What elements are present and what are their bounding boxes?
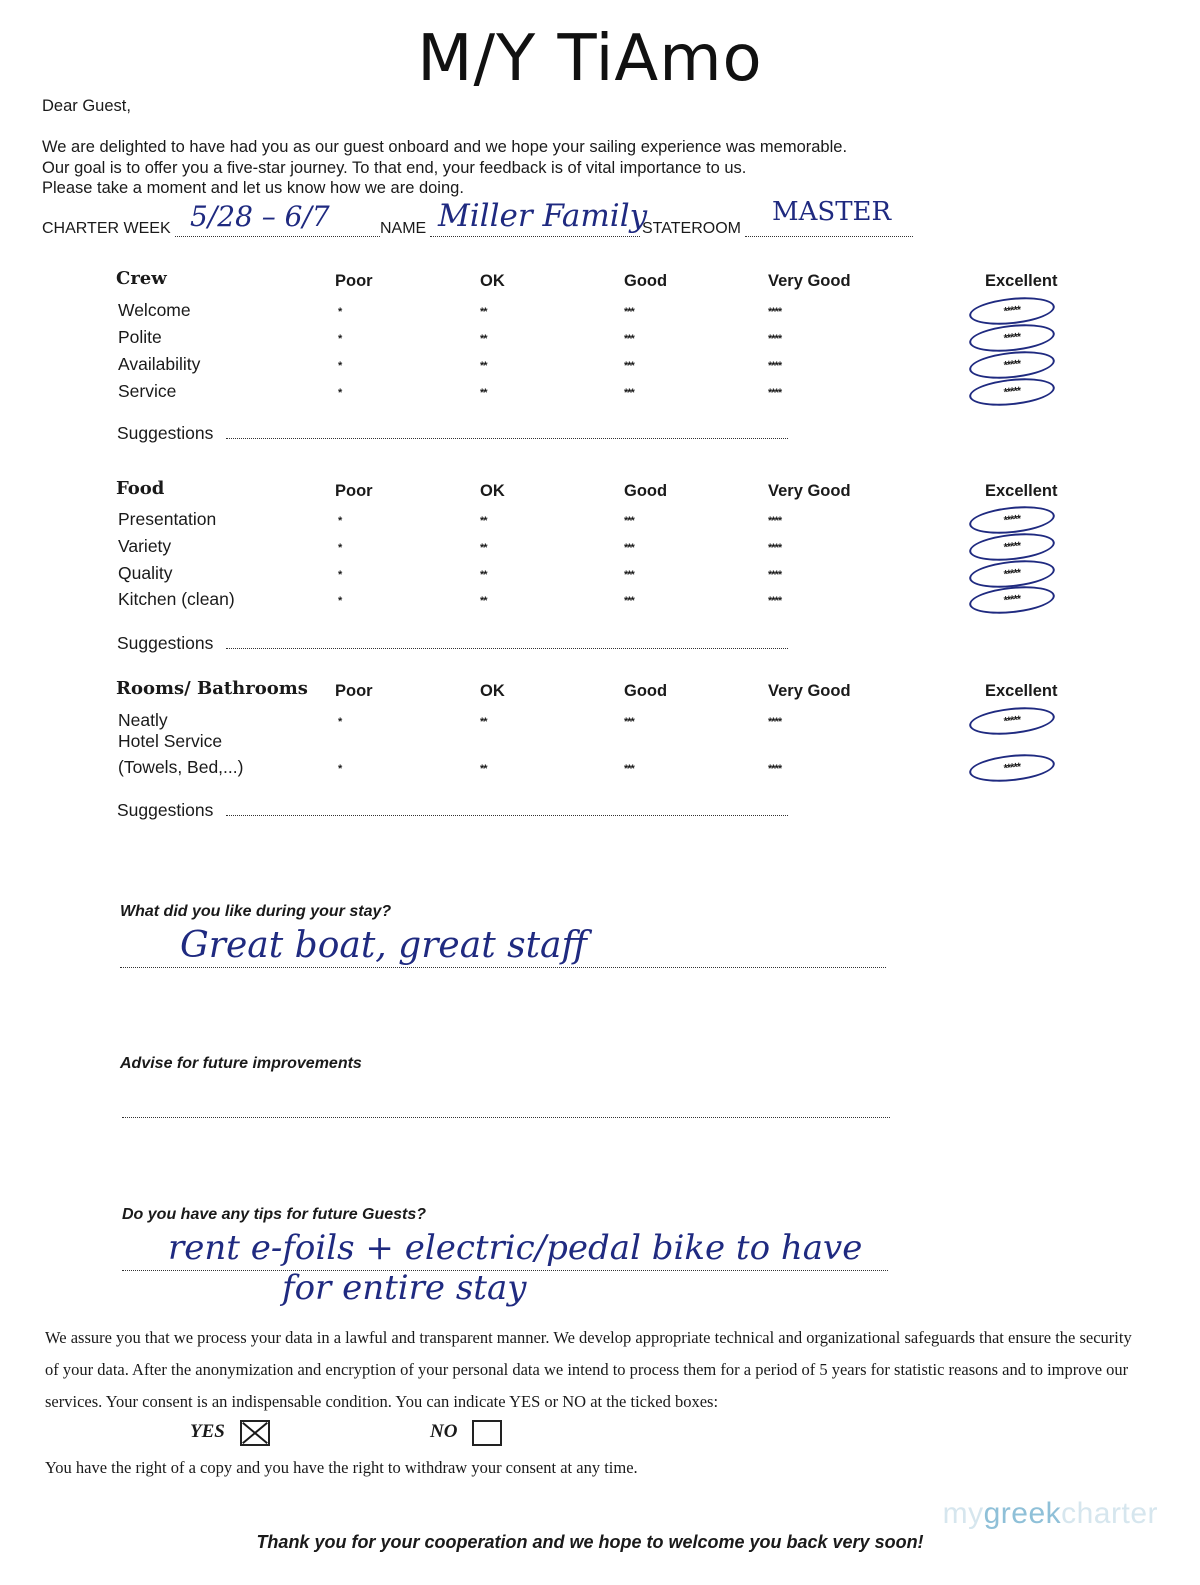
section-title: Food bbox=[116, 478, 165, 499]
consent-rights: You have the right of a copy and you have the right to withdraw your consent at any time. bbox=[45, 1458, 638, 1477]
rating-option[interactable]: *** bbox=[624, 387, 634, 399]
rating-option[interactable]: ** bbox=[480, 387, 487, 399]
watermark-suffix: charter bbox=[1061, 1497, 1158, 1530]
rating-stars: ***** bbox=[1003, 593, 1021, 607]
rating-option[interactable]: * bbox=[338, 569, 342, 581]
consent-yes-checkbox[interactable] bbox=[240, 1420, 270, 1446]
suggestions-label: Suggestions bbox=[117, 633, 214, 653]
greeting: Dear Guest, bbox=[42, 97, 131, 115]
consent-text: We assure you that we process your data in a lawful and transparent manner. We develop appropriate technical and organizational safeguards that ensure the security of your data. After the anonymization and encryption of your personal data we intend to process them for a period of 5 years for statistic reasons and to improve our services. Your consent is an indispensable condition. You can indicate YES or NO at the ticked boxes: bbox=[45, 1328, 1132, 1411]
rating-option[interactable]: *** bbox=[624, 333, 634, 345]
rating-column-header: Excellent bbox=[985, 682, 1058, 700]
suggestions-line[interactable] bbox=[226, 648, 788, 649]
name-value[interactable]: Miller Family bbox=[438, 198, 648, 234]
rating-option[interactable]: **** bbox=[768, 306, 782, 318]
consent-no-label: NO bbox=[430, 1421, 458, 1442]
rating-column-header: OK bbox=[480, 272, 505, 290]
selected-rating-circle[interactable] bbox=[968, 751, 1056, 786]
rating-option[interactable]: * bbox=[338, 763, 342, 775]
rating-row-label: Service bbox=[118, 381, 177, 401]
selected-rating-circle[interactable] bbox=[968, 294, 1056, 329]
suggestions-label: Suggestions bbox=[117, 423, 214, 443]
rating-option[interactable]: * bbox=[338, 515, 342, 527]
rating-option[interactable]: **** bbox=[768, 542, 782, 554]
name-dots bbox=[430, 236, 640, 237]
rating-stars: ***** bbox=[1003, 714, 1021, 728]
rating-row-label: Polite bbox=[118, 327, 162, 347]
rating-column-header: Very Good bbox=[768, 682, 851, 700]
rating-row-label: Neatly bbox=[118, 710, 168, 730]
selected-rating-circle[interactable] bbox=[968, 348, 1056, 383]
selected-rating-circle[interactable] bbox=[968, 583, 1056, 618]
tips-answer-line-2[interactable]: for entire stay bbox=[282, 1268, 527, 1308]
rating-option[interactable]: **** bbox=[768, 595, 782, 607]
rating-column-header: Good bbox=[624, 682, 668, 700]
page-title: M/Y TiAmo bbox=[417, 22, 763, 96]
rating-row-label: Kitchen (clean) bbox=[118, 589, 235, 609]
rating-option[interactable]: ** bbox=[480, 542, 487, 554]
advise-question: Advise for future improvements bbox=[120, 1055, 362, 1072]
rating-row-label: Hotel Service bbox=[118, 731, 223, 751]
rating-row-label: Variety bbox=[118, 536, 172, 556]
rating-option[interactable]: **** bbox=[768, 360, 782, 372]
rating-stars: ***** bbox=[1003, 567, 1021, 581]
selected-rating-circle[interactable] bbox=[968, 321, 1056, 356]
intro-paragraph bbox=[42, 137, 942, 199]
rating-row-label: Presentation bbox=[118, 509, 217, 529]
rating-column-header: Very Good bbox=[768, 482, 851, 500]
thank-you-note: Thank you for your cooperation and we hope to welcome you back very soon! bbox=[256, 1532, 924, 1552]
rating-option[interactable]: *** bbox=[624, 515, 634, 527]
intro-line-2: Our goal is to offer you a five-star journey. To that end, your feedback is of vital importance to us. bbox=[42, 158, 747, 177]
suggestions-label: Suggestions bbox=[117, 800, 214, 820]
rating-option[interactable]: *** bbox=[624, 542, 634, 554]
intro-line-3: Please take a moment and let us know how we are doing. bbox=[42, 179, 464, 197]
intro-line-1: We are delighted to have had you as our guest onboard and we hope your sailing experience was memorable. bbox=[42, 138, 848, 156]
rating-row-label: (Towels, Bed,...) bbox=[118, 757, 244, 777]
rating-column-header: OK bbox=[480, 682, 505, 700]
rating-option[interactable]: ** bbox=[480, 716, 487, 728]
liked-answer-line bbox=[120, 967, 886, 968]
rating-option[interactable]: * bbox=[338, 387, 342, 399]
rating-column-header: Very Good bbox=[768, 272, 851, 290]
rating-option[interactable]: * bbox=[338, 333, 342, 345]
rating-row-label: Quality bbox=[118, 563, 173, 583]
rating-option[interactable]: *** bbox=[624, 569, 634, 581]
rating-option[interactable]: ** bbox=[480, 569, 487, 581]
rating-option[interactable]: **** bbox=[768, 333, 782, 345]
rating-option[interactable]: ** bbox=[480, 763, 487, 775]
suggestions-line[interactable] bbox=[226, 438, 788, 439]
rating-option[interactable]: *** bbox=[624, 716, 634, 728]
rating-option[interactable]: **** bbox=[768, 387, 782, 399]
suggestions-line[interactable] bbox=[226, 815, 788, 816]
selected-rating-circle[interactable] bbox=[968, 503, 1056, 538]
rating-option[interactable]: ** bbox=[480, 333, 487, 345]
rating-option[interactable]: * bbox=[338, 542, 342, 554]
section-title: Rooms/ Bathrooms bbox=[116, 678, 308, 699]
rating-option[interactable]: ** bbox=[480, 306, 487, 318]
rating-column-header: Excellent bbox=[985, 272, 1058, 290]
tips-question: Do you have any tips for future Guests? bbox=[122, 1206, 427, 1223]
rating-stars: ***** bbox=[1003, 513, 1021, 527]
rating-column-header: Poor bbox=[335, 682, 373, 700]
watermark-brand: greek bbox=[983, 1497, 1062, 1530]
stateroom-label: STATEROOM bbox=[642, 220, 741, 237]
rating-option[interactable]: **** bbox=[768, 569, 782, 581]
rating-option[interactable]: ** bbox=[480, 515, 487, 527]
rating-column-header: Good bbox=[624, 482, 668, 500]
rating-column-header: Poor bbox=[335, 272, 373, 290]
rating-row-label: Availability bbox=[118, 354, 201, 374]
selected-rating-circle[interactable] bbox=[968, 375, 1056, 410]
charter-week-label: CHARTER WEEK bbox=[42, 220, 171, 237]
rating-column-header: Poor bbox=[335, 482, 373, 500]
charter-week-dots bbox=[175, 236, 380, 237]
rating-option[interactable]: ** bbox=[480, 595, 487, 607]
rating-option[interactable]: * bbox=[338, 360, 342, 372]
rating-row-label: Welcome bbox=[118, 300, 191, 320]
rating-option[interactable]: * bbox=[338, 306, 342, 318]
advise-answer-line bbox=[122, 1117, 890, 1118]
consent-yes-label: YES bbox=[190, 1421, 225, 1442]
selected-rating-circle[interactable] bbox=[968, 530, 1056, 565]
rating-stars: ***** bbox=[1003, 385, 1021, 399]
rating-stars: ***** bbox=[1003, 358, 1021, 372]
tips-answer-line-1[interactable]: rent e-foils + electric/pedal bike to have bbox=[168, 1228, 863, 1268]
rating-column-header: OK bbox=[480, 482, 505, 500]
consent-no-checkbox[interactable] bbox=[472, 1420, 502, 1446]
watermark bbox=[943, 1497, 1158, 1531]
rating-option[interactable]: *** bbox=[624, 763, 634, 775]
charter-week-value[interactable]: 5/28 – 6/7 bbox=[190, 200, 330, 233]
rating-option[interactable]: ** bbox=[480, 360, 487, 372]
stateroom-value[interactable]: MASTER bbox=[772, 197, 892, 227]
section-title: Crew bbox=[116, 268, 167, 289]
rating-option[interactable]: *** bbox=[624, 306, 634, 318]
rating-option[interactable]: **** bbox=[768, 515, 782, 527]
rating-stars: ***** bbox=[1003, 331, 1021, 345]
rating-column-header: Good bbox=[624, 272, 668, 290]
rating-option[interactable]: *** bbox=[624, 595, 634, 607]
rating-option[interactable]: *** bbox=[624, 360, 634, 372]
rating-option[interactable]: * bbox=[338, 595, 342, 607]
liked-question: What did you like during your stay? bbox=[120, 903, 392, 920]
rating-stars: ***** bbox=[1003, 304, 1021, 318]
stateroom-dots bbox=[745, 236, 913, 237]
selected-rating-circle[interactable] bbox=[968, 704, 1056, 739]
rating-column-header: Excellent bbox=[985, 482, 1058, 500]
rating-option[interactable]: **** bbox=[768, 716, 782, 728]
watermark-prefix: my bbox=[942, 1497, 984, 1530]
rating-stars: ***** bbox=[1003, 540, 1021, 554]
rating-stars: ***** bbox=[1003, 761, 1021, 775]
name-label: NAME bbox=[380, 220, 427, 237]
liked-answer[interactable]: Great boat, great staff bbox=[180, 925, 588, 966]
rating-option[interactable]: **** bbox=[768, 763, 782, 775]
rating-option[interactable]: * bbox=[338, 716, 342, 728]
